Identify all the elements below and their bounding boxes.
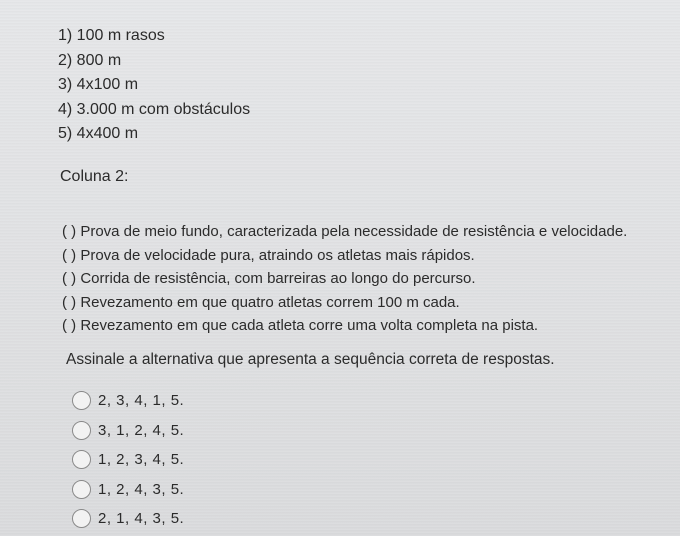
answer-option-2[interactable] [72, 416, 272, 446]
column-1-item: 5) 4x400 m [58, 125, 139, 142]
column-2-item: ( ) Revezamento em que quatro atletas correm 100 m cada. [62, 293, 460, 311]
radio-button-icon[interactable] [72, 450, 91, 469]
column-2-list [62, 220, 674, 338]
answer-option-1[interactable] [72, 386, 272, 416]
column-1-list [58, 24, 418, 147]
answer-option-5[interactable] [72, 504, 272, 534]
answer-option-3[interactable] [72, 445, 272, 475]
column-1-item: 4) 3.000 m com obstáculos [58, 100, 251, 118]
column-1-item: 1) 100 m rasos [58, 27, 165, 44]
radio-button-icon[interactable] [72, 421, 91, 440]
answer-options [72, 386, 272, 534]
column-2-item: ( ) Revezamento em que cada atleta corre uma volta completa na pista. [62, 317, 539, 334]
column-1-item: 3) 4x100 m [58, 76, 139, 93]
column-2-heading: Coluna 2: [60, 168, 129, 185]
radio-button-icon[interactable] [72, 391, 91, 410]
answer-option-label: 1, 2, 4, 3, 5. [98, 480, 185, 498]
column-2-item: ( ) Corrida de resistência, com barreiras ao longo do percurso. [62, 270, 476, 287]
answer-option-label: 2, 3, 4, 1, 5. [98, 392, 185, 410]
answer-option-label: 1, 2, 3, 4, 5. [98, 451, 185, 469]
column-1-item: 2) 800 m [58, 51, 122, 69]
question-prompt: Assinale a alternativa que apresenta a sequência correta de respostas. [66, 351, 555, 368]
answer-option-label: 3, 1, 2, 4, 5. [98, 421, 185, 439]
answer-option-4[interactable] [72, 475, 272, 505]
radio-button-icon[interactable] [72, 509, 91, 528]
column-2-item: ( ) Prova de velocidade pura, atraindo os atletas mais rápidos. [62, 246, 475, 264]
radio-button-icon[interactable] [72, 480, 91, 499]
column-2-item: ( ) Prova de meio fundo, caracterizada pela necessidade de resistência e velocidade. [62, 223, 628, 240]
answer-option-label: 2, 1, 4, 3, 5. [98, 510, 185, 528]
